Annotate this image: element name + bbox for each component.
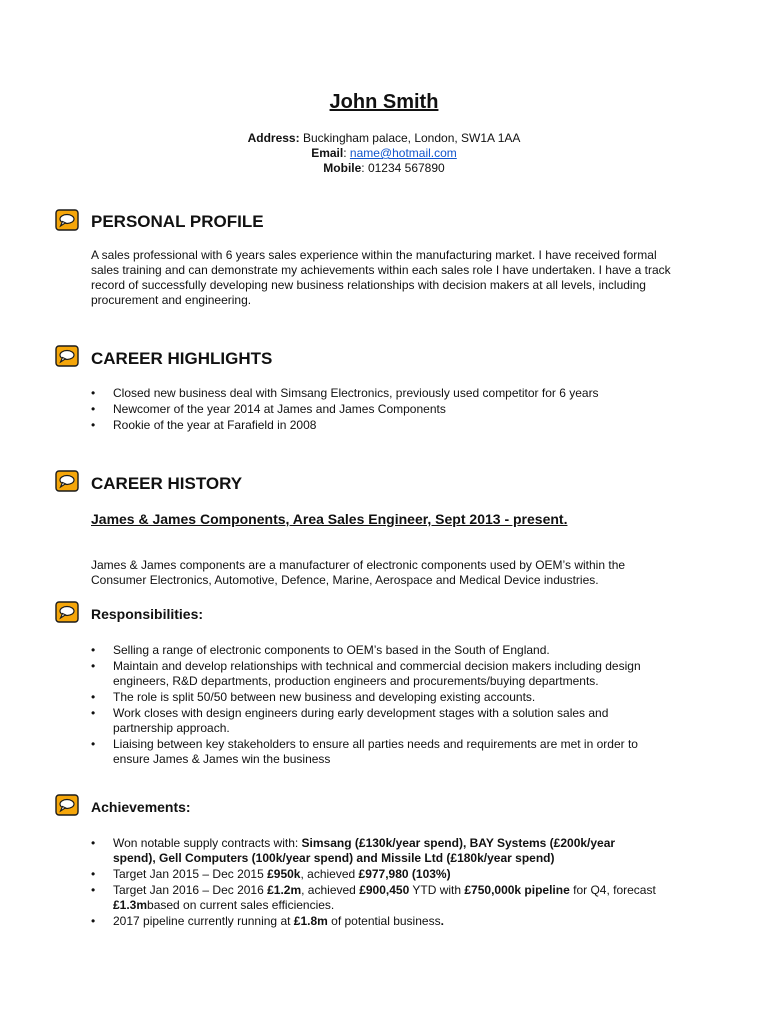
list-item: • Closed new business deal with Simsang Electronics, previously used competitor for 6 years xyxy=(91,386,661,401)
mobile-line xyxy=(0,161,768,176)
job-description: James & James components are a manufacturer of electronic components used by OEM’s within the Consumer Electronics, Automotive, Defence, Marine, Aerospace and Medical Device industries. xyxy=(91,558,626,587)
candidate-name: John Smith xyxy=(329,91,439,113)
speech-bubble-icon xyxy=(55,345,79,367)
achievements-heading: Achievements: xyxy=(91,799,191,815)
career-history-heading: CAREER HISTORY xyxy=(91,474,243,493)
address-line xyxy=(0,131,768,146)
list-item: • Maintain and develop relationships with technical and commercial decision makers including design engineers, R&D departments, production engineers and procurements/buying departments. xyxy=(91,659,661,689)
list-item: • Liaising between key stakeholders to ensure all parties needs and requirements are met in order to ensure James & James win the business xyxy=(91,737,661,767)
personal-profile-text: A sales professional with 6 years sales experience within the manufacturing market. I have received formal sales training and can demonstrate my achievements within each sales role I have undertaken. I have a track record of successfully developing new business relationships with decision makers at all levels, including procurement and engineering. xyxy=(91,248,671,307)
address-value: Buckingham palace, London, SW1A 1AA xyxy=(302,131,521,145)
list-item: • Work closes with design engineers during early development stages with a solution sales and partnership approach. xyxy=(91,706,661,736)
list-item: • Rookie of the year at Farafield in 2008 xyxy=(91,418,661,433)
speech-bubble-icon xyxy=(55,794,79,816)
job-title: James & James Components, Area Sales Engineer, Sept 2013 - present. xyxy=(91,511,568,527)
contact-block xyxy=(0,131,768,176)
personal-profile-heading: PERSONAL PROFILE xyxy=(91,212,264,231)
responsibilities-list xyxy=(91,643,661,768)
speech-bubble-icon xyxy=(55,470,79,492)
email-line xyxy=(0,146,768,161)
list-item: • Newcomer of the year 2014 at James and James Components xyxy=(91,402,661,417)
list-item: • Won notable supply contracts with: Simsang (£130k/year spend), BAY Systems (£200k/year spend), Gell Computers (100k/year spend) and Missile Ltd (£180k/year spend) xyxy=(91,836,661,866)
mobile-label: Mobile xyxy=(323,161,362,175)
list-item: • 2017 pipeline currently running at £1.8m of potential business. xyxy=(91,914,661,929)
address-label: Address: xyxy=(247,131,300,145)
career-highlights-list xyxy=(91,386,661,434)
responsibilities-heading: Responsibilities: xyxy=(91,606,204,622)
email-separator: : xyxy=(343,146,347,160)
speech-bubble-icon xyxy=(55,209,79,231)
achievements-list xyxy=(91,836,661,930)
speech-bubble-icon xyxy=(55,601,79,623)
list-item: • Selling a range of electronic components to OEM’s based in the South of England. xyxy=(91,643,661,658)
email-label: Email xyxy=(311,146,344,160)
list-item: • Target Jan 2016 – Dec 2016 £1.2m, achieved £900,450 YTD with £750,000k pipeline for Q4, forecast £1.3mbased on current sales efficiencies. xyxy=(91,883,661,913)
list-item: • Target Jan 2015 – Dec 2015 £950k, achieved £977,980 (103%) xyxy=(91,867,661,882)
career-highlights-heading: CAREER HIGHLIGHTS xyxy=(91,349,273,368)
list-item: • The role is split 50/50 between new business and developing existing accounts. xyxy=(91,690,661,705)
mobile-value: : 01234 567890 xyxy=(361,161,445,175)
email-link[interactable]: name@hotmail.com xyxy=(349,146,457,160)
